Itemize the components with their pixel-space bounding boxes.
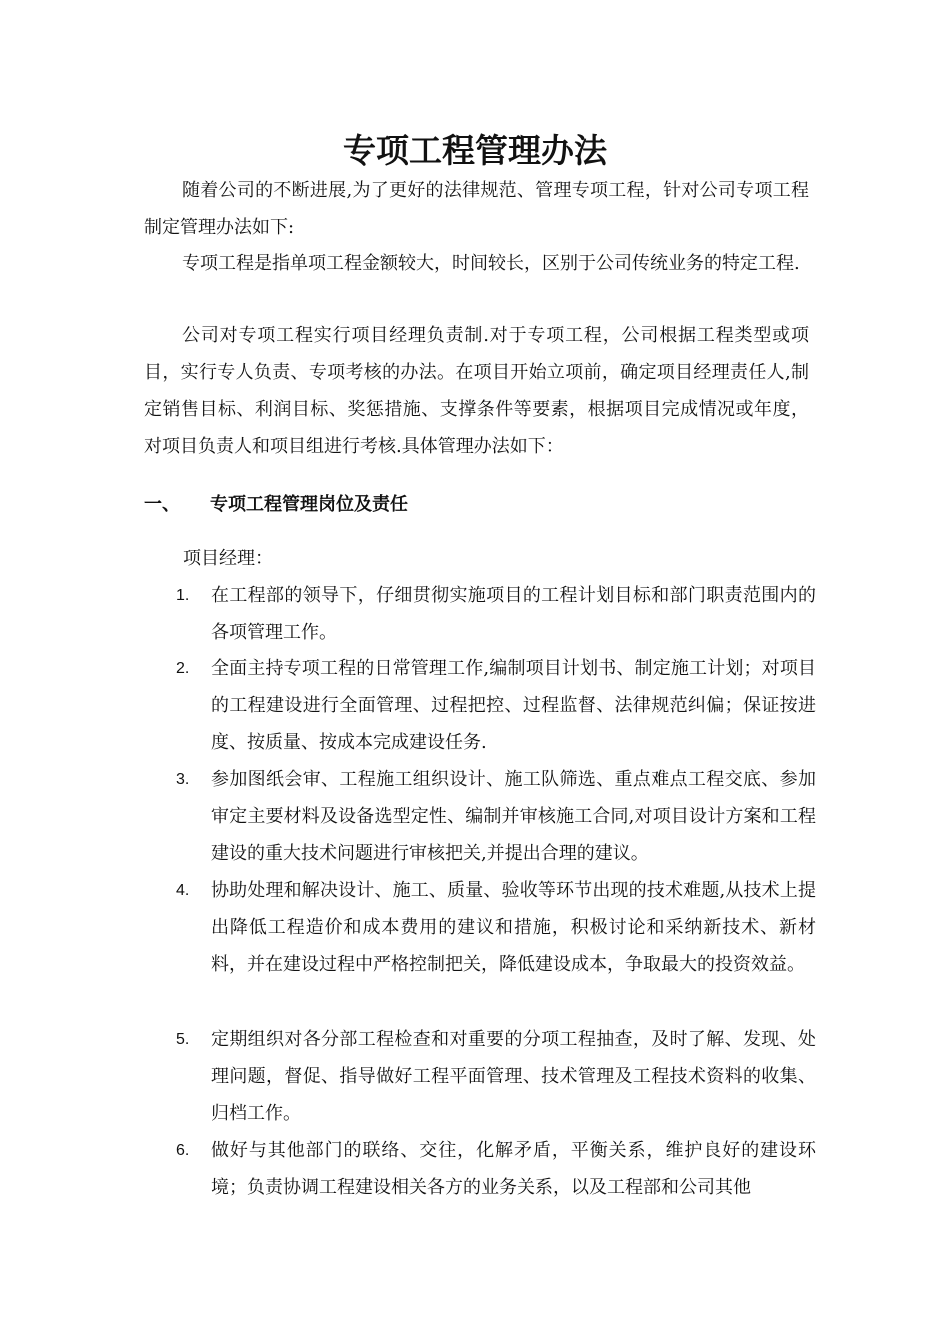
list-item-text: 在工程部的领导下，仔细贯彻实施项目的工程计划目标和部门职责范围内的各项管理工作。 (211, 585, 816, 643)
list-item-text: 全面主持专项工程的日常管理工作,编制项目计划书、制定施工计划；对项目的工程建设进行全面管理、过程把控、过程监督、法律规范纠偏；保证按进度、按质量、按成本完成建设任务. (211, 658, 816, 753)
list-item-text: 协助处理和解决设计、施工、质量、验收等环节出现的技术难题,从技术上提出降低工程造价和成本费用的建议和措施，积极讨论和采纳新技术、新材料，并在建设过程中严格控制把关，降低建设成本，争取最大的投资效益。 (211, 880, 816, 975)
list-item-number: 3. (176, 771, 190, 788)
section-title: 专项工程管理岗位及责任 (210, 494, 408, 515)
document-title: 专项工程管理办法 (343, 131, 607, 170)
list-item-number: 5. (176, 1031, 190, 1048)
section-number: 一、 (144, 494, 180, 515)
list-item-text: 参加图纸会审、工程施工组织设计、施工队筛选、重点难点工程交底、参加审定主要材料及设备选型定性、编制并审核施工合同,对项目设计方案和工程建设的重大技术问题进行审核把关,并提出合理的建议。 (211, 769, 816, 864)
intro-paragraph: 随着公司的不断进展,为了更好的法律规范、管理专项工程，针对公司专项工程制定管理办法如下: (144, 180, 809, 238)
list-item-text: 做好与其他部门的联络、交往，化解矛盾，平衡关系，维护良好的建设环境；负责协调工程建设相关各方的业务关系，以及工程部和公司其他 (211, 1140, 816, 1198)
list-item-number: 6. (176, 1142, 190, 1159)
list-item-number: 4. (176, 882, 190, 899)
section-heading (144, 490, 408, 520)
list-item-number: 2. (176, 660, 190, 677)
role-label: 项目经理： (183, 548, 273, 569)
list-item-number: 1. (176, 587, 190, 604)
list-item-text: 定期组织对各分部工程检查和对重要的分项工程抽查，及时了解、发现、处理问题，督促、指导做好工程平面管理、技术管理及工程技术资料的收集、归档工作。 (211, 1029, 816, 1124)
definition-paragraph: 专项工程是指单项工程金额较大，时间较长，区别于公司传统业务的特定工程. (182, 253, 800, 274)
responsibility-paragraph: 公司对专项工程实行项目经理负责制.对于专项工程，公司根据工程类型或项目，实行专人负责、专项考核的办法。在项目开始立项前，确定项目经理责任人,制定销售目标、利润目标、奖惩措施、支撑条件等要素，根据项目完成情况或年度，对项目负责人和项目组进行考核.具体管理办法如下： (144, 325, 809, 457)
